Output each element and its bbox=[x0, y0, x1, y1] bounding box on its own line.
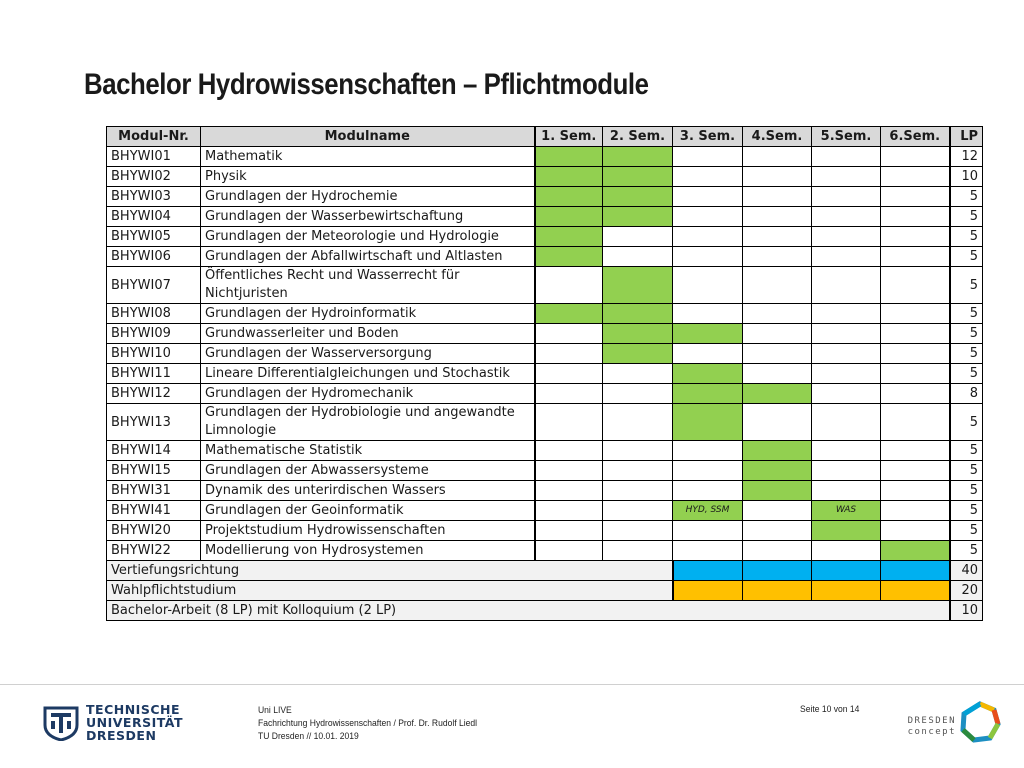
module-number: BHYWI15 bbox=[107, 461, 201, 481]
credit-points: 5 bbox=[950, 501, 983, 521]
credit-points: 20 bbox=[950, 581, 983, 601]
credit-points: 5 bbox=[950, 247, 983, 267]
tu-line-1: TECHNISCHE bbox=[86, 702, 180, 717]
semester-cell bbox=[673, 247, 743, 267]
column-header: 3. Sem. bbox=[673, 127, 743, 147]
semester-cell bbox=[881, 404, 950, 441]
footer-info-line-2: Fachrichtung Hydrowissenschaften / Prof. Dr. Rudolf Liedl bbox=[258, 718, 478, 729]
table-row bbox=[107, 344, 983, 364]
semester-cell bbox=[812, 227, 881, 247]
credit-points: 8 bbox=[950, 384, 983, 404]
semester-cell bbox=[812, 324, 881, 344]
semester-cell bbox=[673, 581, 743, 601]
module-number: BHYWI09 bbox=[107, 324, 201, 344]
summary-label: Bachelor-Arbeit (8 LP) mit Kolloquium (2 LP) bbox=[107, 601, 950, 621]
footer-info-line-3: TU Dresden // 10.01. 2019 bbox=[258, 731, 359, 742]
semester-cell bbox=[673, 207, 743, 227]
semester-cell bbox=[673, 404, 743, 441]
summary-row bbox=[107, 581, 983, 601]
semester-cell bbox=[603, 461, 673, 481]
module-name: Grundlagen der Geoinformatik bbox=[201, 501, 535, 521]
semester-cell bbox=[535, 304, 603, 324]
table-row bbox=[107, 167, 983, 187]
column-header: 6.Sem. bbox=[881, 127, 950, 147]
semester-cell bbox=[743, 324, 812, 344]
semester-cell bbox=[603, 207, 673, 227]
footer-info-line-1: Uni LIVE bbox=[258, 705, 292, 716]
semester-cell bbox=[743, 461, 812, 481]
dc-line-2: concept bbox=[907, 727, 956, 737]
semester-cell bbox=[673, 344, 743, 364]
module-number: BHYWI22 bbox=[107, 541, 201, 561]
semester-cell bbox=[881, 247, 950, 267]
semester-cell bbox=[603, 384, 673, 404]
semester-cell bbox=[812, 441, 881, 461]
module-number: BHYWI20 bbox=[107, 521, 201, 541]
module-number: BHYWI02 bbox=[107, 167, 201, 187]
semester-cell bbox=[881, 441, 950, 461]
semester-cell bbox=[881, 364, 950, 384]
module-name: Dynamik des unterirdischen Wassers bbox=[201, 481, 535, 501]
semester-cell bbox=[881, 344, 950, 364]
semester-cell bbox=[881, 324, 950, 344]
semester-cell bbox=[881, 384, 950, 404]
table-row bbox=[107, 267, 983, 304]
semester-cell bbox=[881, 541, 950, 561]
semester-cell bbox=[535, 461, 603, 481]
semester-cell bbox=[535, 167, 603, 187]
semester-cell bbox=[535, 187, 603, 207]
credit-points: 5 bbox=[950, 344, 983, 364]
column-header: 4.Sem. bbox=[743, 127, 812, 147]
semester-cell bbox=[812, 207, 881, 227]
column-header: LP bbox=[950, 127, 983, 147]
semester-cell: HYD, SSM bbox=[673, 501, 743, 521]
semester-cell bbox=[743, 304, 812, 324]
module-name: Grundlagen der Hydroinformatik bbox=[201, 304, 535, 324]
semester-cell bbox=[673, 227, 743, 247]
semester-cell bbox=[812, 187, 881, 207]
semester-cell bbox=[603, 324, 673, 344]
module-name: Modellierung von Hydrosystemen bbox=[201, 541, 535, 561]
semester-cell bbox=[535, 267, 603, 304]
semester-cell bbox=[743, 521, 812, 541]
semester-cell bbox=[881, 521, 950, 541]
semester-cell bbox=[535, 324, 603, 344]
credit-points: 5 bbox=[950, 324, 983, 344]
module-number: BHYWI14 bbox=[107, 441, 201, 461]
semester-cell bbox=[673, 384, 743, 404]
semester-cell bbox=[603, 304, 673, 324]
semester-cell bbox=[673, 324, 743, 344]
semester-cell bbox=[535, 481, 603, 501]
semester-cell bbox=[535, 247, 603, 267]
table-row bbox=[107, 207, 983, 227]
table-row bbox=[107, 384, 983, 404]
semester-cell bbox=[603, 541, 673, 561]
semester-cell bbox=[535, 227, 603, 247]
semester-cell bbox=[673, 561, 743, 581]
semester-cell bbox=[535, 384, 603, 404]
credit-points: 5 bbox=[950, 227, 983, 247]
footer-info bbox=[258, 704, 477, 743]
semester-cell bbox=[812, 267, 881, 304]
semester-cell bbox=[743, 167, 812, 187]
table-row bbox=[107, 227, 983, 247]
summary-label: Vertiefungsrichtung bbox=[107, 561, 673, 581]
semester-cell bbox=[881, 267, 950, 304]
module-number: BHYWI10 bbox=[107, 344, 201, 364]
semester-cell bbox=[535, 404, 603, 441]
module-name: Mathematische Statistik bbox=[201, 441, 535, 461]
semester-cell bbox=[603, 267, 673, 304]
column-header: 1. Sem. bbox=[535, 127, 603, 147]
semester-cell bbox=[603, 501, 673, 521]
module-number: BHYWI01 bbox=[107, 147, 201, 167]
module-number: BHYWI41 bbox=[107, 501, 201, 521]
semester-cell bbox=[535, 541, 603, 561]
dresden-concept-icon bbox=[958, 700, 1002, 744]
page-title: Bachelor Hydrowissenschaften – Pflichtmodule bbox=[84, 68, 649, 101]
module-name: Grundlagen der Hydrochemie bbox=[201, 187, 535, 207]
credit-points: 5 bbox=[950, 207, 983, 227]
module-name: Grundlagen der Hydromechanik bbox=[201, 384, 535, 404]
summary-label: Wahlpflichtstudium bbox=[107, 581, 673, 601]
module-number: BHYWI13 bbox=[107, 404, 201, 441]
dresden-concept-wordmark bbox=[900, 716, 956, 738]
semester-cell bbox=[812, 147, 881, 167]
module-number: BHYWI08 bbox=[107, 304, 201, 324]
semester-cell bbox=[603, 404, 673, 441]
credit-points: 5 bbox=[950, 541, 983, 561]
module-name: Grundwasserleiter und Boden bbox=[201, 324, 535, 344]
column-header: Modul-Nr. bbox=[107, 127, 201, 147]
semester-cell bbox=[673, 461, 743, 481]
semester-cell bbox=[881, 187, 950, 207]
semester-cell bbox=[743, 581, 812, 601]
module-name: Öffentliches Recht und Wasserrecht für Nichtjuristen bbox=[201, 267, 535, 304]
table-row bbox=[107, 501, 983, 521]
credit-points: 10 bbox=[950, 601, 983, 621]
module-name: Grundlagen der Wasserversorgung bbox=[201, 344, 535, 364]
semester-cell bbox=[535, 364, 603, 384]
semester-cell bbox=[743, 441, 812, 461]
semester-cell bbox=[535, 147, 603, 167]
module-name: Mathematik bbox=[201, 147, 535, 167]
semester-cell bbox=[673, 304, 743, 324]
semester-cell bbox=[743, 147, 812, 167]
semester-cell bbox=[673, 441, 743, 461]
semester-cell bbox=[881, 227, 950, 247]
credit-points: 5 bbox=[950, 481, 983, 501]
module-name: Physik bbox=[201, 167, 535, 187]
table-header-row bbox=[107, 127, 983, 147]
table-row bbox=[107, 324, 983, 344]
semester-cell bbox=[603, 247, 673, 267]
semester-cell bbox=[881, 207, 950, 227]
module-number: BHYWI06 bbox=[107, 247, 201, 267]
tu-dresden-wordmark bbox=[86, 703, 183, 742]
credit-points: 5 bbox=[950, 187, 983, 207]
column-header: 2. Sem. bbox=[603, 127, 673, 147]
semester-cell bbox=[812, 344, 881, 364]
table-row bbox=[107, 404, 983, 441]
semester-cell bbox=[743, 561, 812, 581]
module-name: Lineare Differentialgleichungen und Stochastik bbox=[201, 364, 535, 384]
column-header: Modulname bbox=[201, 127, 535, 147]
semester-cell bbox=[603, 344, 673, 364]
semester-cell bbox=[743, 481, 812, 501]
tu-line-2: UNIVERSITÄT bbox=[86, 715, 184, 730]
dresden-concept-logo bbox=[900, 700, 1010, 750]
semester-cell bbox=[881, 481, 950, 501]
semester-cell bbox=[743, 404, 812, 441]
semester-cell bbox=[673, 267, 743, 304]
credit-points: 5 bbox=[950, 461, 983, 481]
semester-cell bbox=[812, 364, 881, 384]
semester-cell bbox=[603, 187, 673, 207]
semester-cell bbox=[743, 541, 812, 561]
footer-divider bbox=[0, 684, 1024, 685]
module-number: BHYWI31 bbox=[107, 481, 201, 501]
semester-cell bbox=[881, 581, 950, 601]
semester-cell bbox=[743, 247, 812, 267]
semester-cell bbox=[673, 364, 743, 384]
module-number: BHYWI12 bbox=[107, 384, 201, 404]
module-number: BHYWI04 bbox=[107, 207, 201, 227]
credit-points: 5 bbox=[950, 304, 983, 324]
semester-cell bbox=[812, 384, 881, 404]
module-name: Grundlagen der Hydrobiologie und angewandte Limnologie bbox=[201, 404, 535, 441]
module-name: Grundlagen der Abfallwirtschaft und Altlasten bbox=[201, 247, 535, 267]
semester-cell bbox=[743, 501, 812, 521]
semester-cell bbox=[812, 304, 881, 324]
modules-table bbox=[106, 126, 983, 621]
credit-points: 5 bbox=[950, 521, 983, 541]
tu-dresden-emblem-icon bbox=[42, 703, 80, 741]
tu-line-3: DRESDEN bbox=[86, 728, 157, 743]
semester-cell bbox=[603, 521, 673, 541]
semester-cell bbox=[881, 561, 950, 581]
semester-cell bbox=[743, 384, 812, 404]
semester-cell bbox=[812, 461, 881, 481]
semester-cell bbox=[743, 364, 812, 384]
credit-points: 40 bbox=[950, 561, 983, 581]
semester-cell bbox=[881, 501, 950, 521]
semester-cell bbox=[743, 207, 812, 227]
module-name: Grundlagen der Wasserbewirtschaftung bbox=[201, 207, 535, 227]
semester-cell bbox=[881, 147, 950, 167]
semester-cell bbox=[535, 207, 603, 227]
table-row bbox=[107, 441, 983, 461]
table-row bbox=[107, 541, 983, 561]
semester-cell bbox=[535, 344, 603, 364]
credit-points: 5 bbox=[950, 364, 983, 384]
semester-cell bbox=[603, 481, 673, 501]
module-number: BHYWI07 bbox=[107, 267, 201, 304]
semester-cell bbox=[743, 267, 812, 304]
credit-points: 12 bbox=[950, 147, 983, 167]
table-row bbox=[107, 304, 983, 324]
semester-cell bbox=[673, 541, 743, 561]
semester-cell bbox=[812, 167, 881, 187]
module-number: BHYWI03 bbox=[107, 187, 201, 207]
semester-cell bbox=[673, 147, 743, 167]
semester-cell bbox=[743, 187, 812, 207]
semester-cell bbox=[743, 344, 812, 364]
semester-cell bbox=[812, 404, 881, 441]
semester-cell bbox=[881, 304, 950, 324]
table-row bbox=[107, 461, 983, 481]
semester-cell bbox=[743, 227, 812, 247]
semester-cell bbox=[535, 441, 603, 461]
semester-cell bbox=[603, 167, 673, 187]
credit-points: 10 bbox=[950, 167, 983, 187]
credit-points: 5 bbox=[950, 441, 983, 461]
column-header: 5.Sem. bbox=[812, 127, 881, 147]
semester-cell bbox=[812, 481, 881, 501]
table-row bbox=[107, 364, 983, 384]
semester-cell: WAS bbox=[812, 501, 881, 521]
module-name: Projektstudium Hydrowissenschaften bbox=[201, 521, 535, 541]
semester-cell bbox=[673, 521, 743, 541]
module-number: BHYWI11 bbox=[107, 364, 201, 384]
table-row bbox=[107, 187, 983, 207]
semester-cell bbox=[673, 187, 743, 207]
semester-cell bbox=[603, 227, 673, 247]
semester-cell bbox=[535, 521, 603, 541]
semester-cell bbox=[812, 561, 881, 581]
dc-line-1: DRESDEN bbox=[907, 716, 956, 726]
summary-row bbox=[107, 561, 983, 581]
credit-points: 5 bbox=[950, 404, 983, 441]
semester-cell bbox=[881, 461, 950, 481]
semester-cell bbox=[535, 501, 603, 521]
module-name: Grundlagen der Abwassersysteme bbox=[201, 461, 535, 481]
semester-cell bbox=[812, 247, 881, 267]
credit-points: 5 bbox=[950, 267, 983, 304]
semester-cell bbox=[673, 167, 743, 187]
tu-dresden-logo bbox=[42, 703, 182, 743]
semester-cell bbox=[603, 364, 673, 384]
semester-cell bbox=[881, 167, 950, 187]
semester-cell bbox=[673, 481, 743, 501]
semester-cell bbox=[812, 541, 881, 561]
table-row bbox=[107, 147, 983, 167]
table-row bbox=[107, 521, 983, 541]
semester-cell bbox=[603, 147, 673, 167]
page-number: Seite 10 von 14 bbox=[800, 704, 860, 715]
table-row bbox=[107, 481, 983, 501]
semester-cell bbox=[603, 441, 673, 461]
module-name: Grundlagen der Meteorologie und Hydrologie bbox=[201, 227, 535, 247]
table-row bbox=[107, 247, 983, 267]
semester-cell bbox=[812, 521, 881, 541]
semester-cell bbox=[812, 581, 881, 601]
summary-row bbox=[107, 601, 983, 621]
module-number: BHYWI05 bbox=[107, 227, 201, 247]
